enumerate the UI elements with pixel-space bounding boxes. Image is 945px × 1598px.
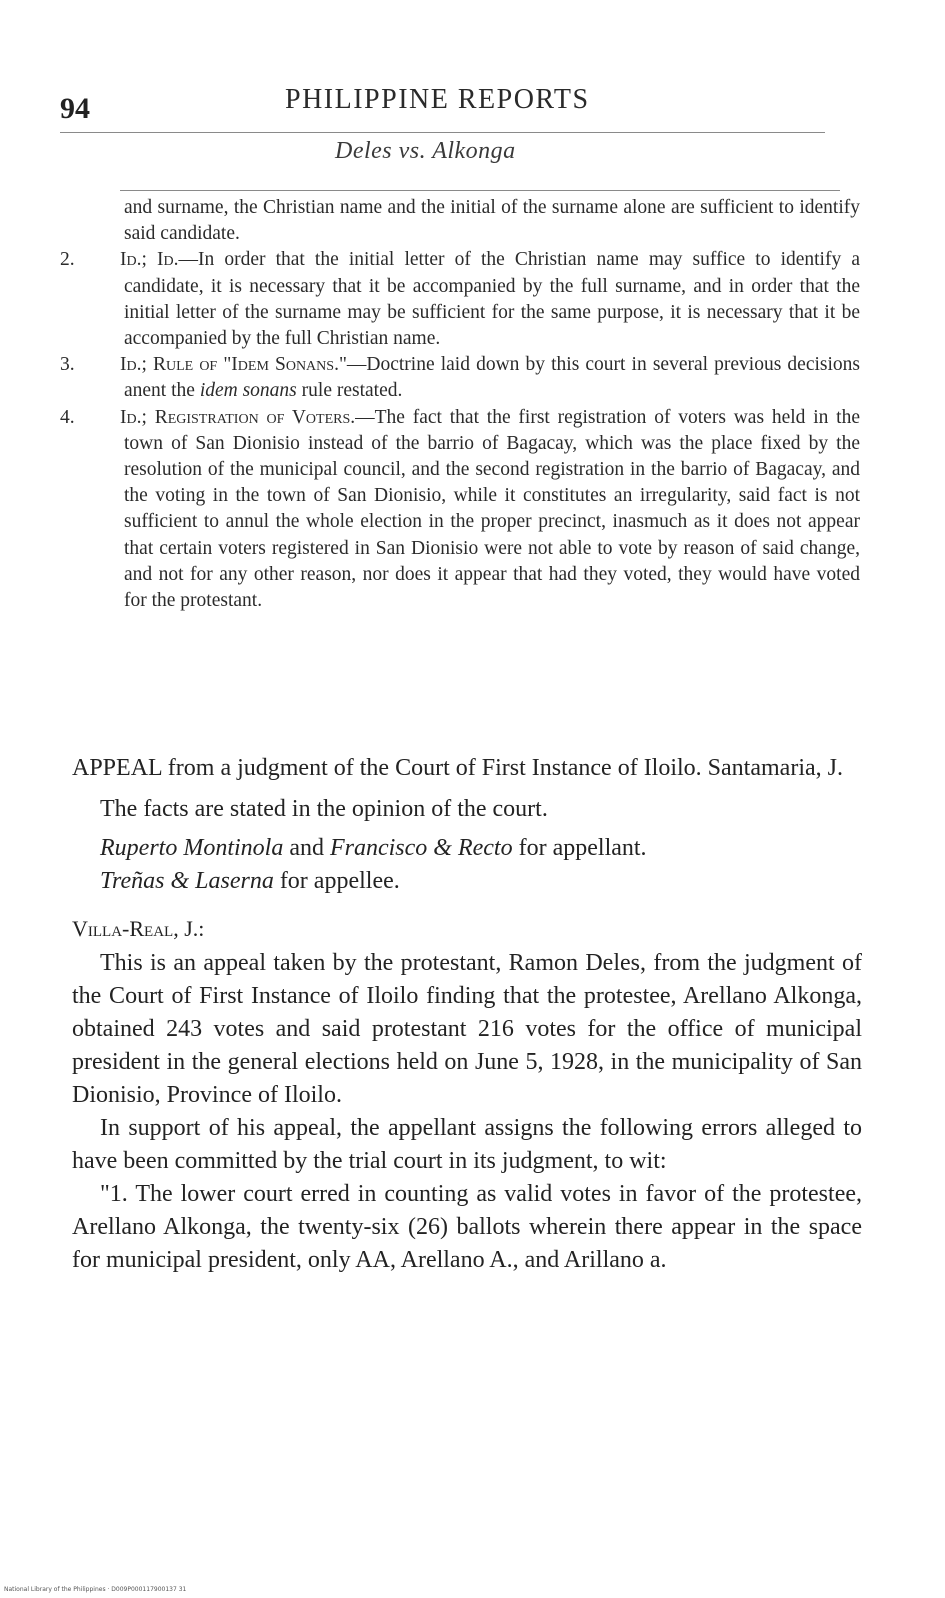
syllabus-text: —The fact that the first registration of voters was held in the town of San Dionisio instead of the barrio of Bagacay, which was the place fixed by the resolution of the municipal council, and the second registration in the barrio of Bagacay, and the voting in the town of San Dionisio, while it constitutes an irregularity, said fact is not sufficient to annul the whole election in the proper precinct, inasmuch as it does not appear that certain voters registered in San Dionisio were not able to vote by reason of said change, and not for any other reason, nor does it appear that had they voted, they would have voted for the protestant. — [124, 406, 860, 612]
counsel-name: Ruperto Montinola — [100, 835, 284, 861]
case-title-rule — [120, 190, 840, 191]
counsel-appellant — [72, 832, 862, 865]
syllabus-item-3 — [60, 352, 860, 404]
archive-footer: National Library of the Philippines · D009P000117900137 31 — [4, 1586, 187, 1593]
case-title: Deles vs. Alkonga — [335, 138, 516, 164]
syllabus-text: rule restated. — [296, 380, 403, 402]
appeal-statement: APPEAL from a judgment of the Court of First Instance of Iloilo. Santamaria, J. — [72, 755, 843, 781]
facts-statement: The facts are stated in the opinion of the court. — [100, 796, 548, 822]
syllabus-heading: Id.; Id. — [120, 249, 179, 271]
syllabus-item-2 — [60, 247, 860, 352]
syllabus-heading: Id.; Rule of "Idem Sonans." — [120, 354, 347, 376]
header-rule — [60, 132, 825, 133]
syllabus-continuation: and surname, the Christian name and the initial of the surname alone are sufficient to identify said candidate. — [124, 197, 860, 245]
page-number: 94 — [60, 92, 90, 125]
opinion-paragraph: This is an appeal taken by the protestant, Ramon Deles, from the judgment of the Court of First Instance of Iloilo finding that the protestee, Arellano Alkonga, obtained 243 votes and said protestant 216 votes for the office of municipal president in the general elections held on June 5, 1928, in the municipality of San Dionisio, Province of Iloilo. — [72, 950, 862, 1108]
syllabus-number: 4. — [60, 406, 75, 428]
syllabus-item-4 — [60, 405, 860, 615]
opinion-body — [72, 752, 862, 1277]
syllabus — [60, 195, 860, 614]
syllabus-text-italic: idem sonans — [199, 380, 297, 402]
opinion-paragraph: "1. The lower court erred in counting as valid votes in favor of the protestee, Arellano Alkonga, the twenty-six (26) ballots wherein there appear in the space for municipal president, only AA, Arellano A., and Arillano a. — [72, 1181, 862, 1273]
syllabus-number: 2. — [60, 249, 75, 271]
syllabus-text: —In order that the initial letter of the Christian name may suffice to identify a candidate, it is necessary that it be accompanied by the full surname, and in order that the initial letter of the surname may be sufficient for the same purpose, it is necessary that it be accompanied by the full Christian name. — [124, 249, 860, 350]
opinion-paragraph: In support of his appeal, the appellant assigns the following errors alleged to have been committed by the trial court in its judgment, to wit: — [72, 1115, 862, 1174]
judge-name: Villa-Real, J.: — [72, 916, 205, 941]
counsel-name: Francisco & Recto — [329, 835, 513, 861]
syllabus-heading: Id.; Registration of Voters. — [120, 406, 356, 428]
counsel-role: for appellee. — [273, 868, 400, 894]
counsel-name: Treñas & Laserna — [100, 868, 274, 894]
counsel-appellee — [72, 865, 862, 898]
syllabus-text: —Doctrine laid down by this court in several previous decisions anent the — [124, 354, 860, 402]
syllabus-number: 3. — [60, 354, 75, 376]
running-title: PHILIPPINE REPORTS — [285, 84, 590, 115]
counsel-role: for appellant. — [512, 835, 647, 861]
counsel-connector: and — [283, 835, 330, 861]
page-header — [60, 70, 830, 130]
